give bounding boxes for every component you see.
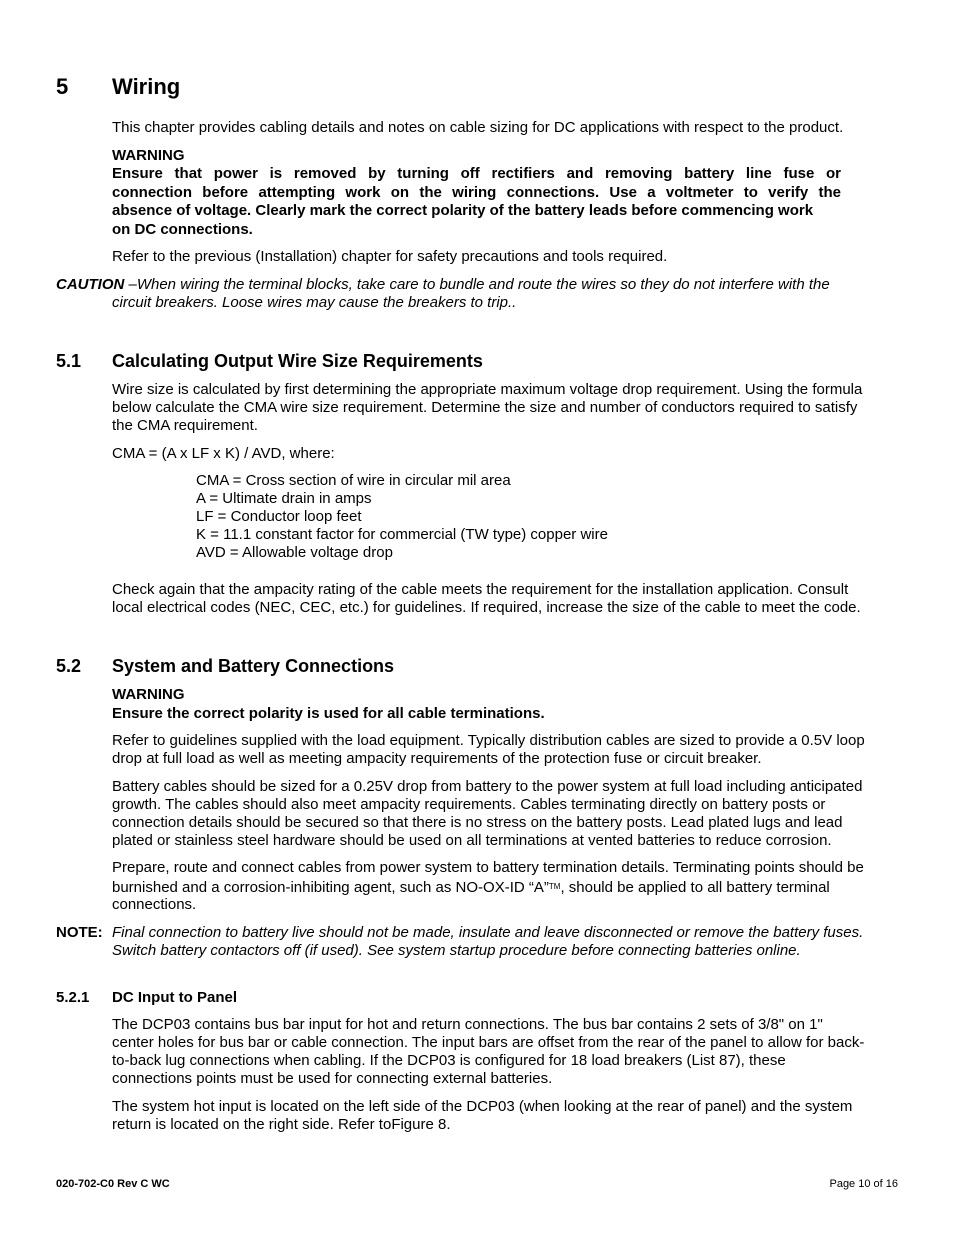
footer-doc-id: 020-702-C0 Rev C WC <box>56 1178 170 1190</box>
paragraph-line: below calculate the CMA wire size requirement. Determine the size and number of conductors required to satisfy <box>112 399 858 416</box>
caution-line-2: circuit breakers. Loose wires may cause the breakers to trip.. <box>112 294 517 311</box>
warning-label: WARNING <box>112 147 185 164</box>
warning-line: on DC connections. <box>112 221 253 238</box>
section-title: System and Battery Connections <box>112 656 395 676</box>
paragraph-line: plated or stainless steel hardware should be used on all terminations at vented batteries to reduce corrosion. <box>112 832 832 849</box>
paragraph-line: Battery cables should be sized for a 0.25V drop from battery to the power system at full load including anticipated <box>112 778 863 795</box>
chapter-title: Wiring <box>112 74 181 99</box>
text-segment: , should be applied to all battery terminal <box>560 879 830 896</box>
definition-item: K = 11.1 constant factor for commercial (TW type) copper wire <box>196 526 608 543</box>
paragraph-line <box>112 878 897 897</box>
paragraph-line: The DCP03 contains bus bar input for hot and return connections. The bus bar contains 2 sets of 3/8" on 1" <box>112 1016 823 1033</box>
footer-page-number: Page 10 of 16 <box>829 1178 898 1190</box>
chapter-number: 5 <box>56 74 69 99</box>
paragraph-line: return is located on the right side. Refer toFigure 8. <box>112 1116 451 1133</box>
caution-label: CAUTION <box>56 276 125 293</box>
paragraph-line: the CMA requirement. <box>112 417 258 434</box>
paragraph-line: growth. The cables should also meet ampacity requirements. Cables terminating directly on battery posts or <box>112 796 826 813</box>
formula-text: CMA = (A x LF x K) / AVD, where: <box>112 445 335 462</box>
note-label: NOTE: <box>56 924 103 941</box>
subsection-title: DC Input to Panel <box>112 989 237 1006</box>
refer-installation-text: Refer to the previous (Installation) chapter for safety precautions and tools required. <box>112 248 668 265</box>
warning-line: connection before attempting work on the wiring connections. Use a voltmeter to verify the <box>112 184 841 201</box>
text-segment: burnished and a corrosion-inhibiting agent, such as NO-OX-ID “A” <box>112 879 549 896</box>
definition-item: CMA = Cross section of wire in circular mil area <box>196 472 511 489</box>
section-number: 5.2 <box>56 656 82 676</box>
warning-line: Ensure that power is removed by turning off rectifiers and removing battery line fuse or <box>112 165 841 182</box>
definition-item: AVD = Allowable voltage drop <box>196 544 393 561</box>
section-number: 5.1 <box>56 351 82 371</box>
paragraph-line: Prepare, route and connect cables from power system to battery termination details. Terminating points should be <box>112 859 864 876</box>
warning-line: absence of voltage. Clearly mark the correct polarity of the battery leads before commencing work <box>112 202 814 219</box>
paragraph-line: Wire size is calculated by first determining the appropriate maximum voltage drop requirement. Using the formula <box>112 381 863 398</box>
definition-item: A = Ultimate drain in amps <box>196 490 372 507</box>
caution-text: –When wiring the terminal blocks, take care to bundle and route the wires so they do not interfere with the <box>124 276 830 293</box>
paragraph-line: center holes for bus bar or cable connection. The input bars are offset from the rear of the panel to allow for back- <box>112 1034 865 1051</box>
paragraph-line: connections points must be used for connecting external batteries. <box>112 1070 553 1087</box>
paragraph-line: The system hot input is located on the left side of the DCP03 (when looking at the rear of panel) and the system <box>112 1098 853 1115</box>
paragraph-line: local electrical codes (NEC, CEC, etc.) for guidelines. If required, increase the size of the cable to meet the code. <box>112 599 861 616</box>
warning-label: WARNING <box>112 686 185 703</box>
paragraph-line: drop at full load as well as meeting ampacity requirements of the protection fuse or circuit breaker. <box>112 750 762 767</box>
paragraph-line: Refer to guidelines supplied with the load equipment. Typically distribution cables are sized to provide a 0.5V loop <box>112 732 865 749</box>
trademark-mark: TM <box>548 882 561 891</box>
paragraph-line: connections. <box>112 896 197 913</box>
definition-item: LF = Conductor loop feet <box>196 508 362 525</box>
warning-text: Ensure the correct polarity is used for all cable terminations. <box>112 705 545 722</box>
intro-paragraph: This chapter provides cabling details and notes on cable sizing for DC applications with respect to the product. <box>112 119 844 136</box>
subsection-number: 5.2.1 <box>56 989 90 1006</box>
section-title: Calculating Output Wire Size Requirements <box>112 351 483 371</box>
note-line: Final connection to battery live should not be made, insulate and leave disconnected or remove the battery fuses. <box>112 924 864 941</box>
caution-line <box>56 276 898 294</box>
paragraph-line: connection details should be secured so that there is no stress on the battery posts. Lead plated lugs and lead <box>112 814 843 831</box>
note-line: Switch battery contactors off (if used). See system startup procedure before connecting batteries online. <box>112 942 801 959</box>
paragraph-line: to-back lug connections when cabling. If the DCP03 is configured for 18 load breakers (List 87), these <box>112 1052 786 1069</box>
paragraph-line: Check again that the ampacity rating of the cable meets the requirement for the installation application. Consult <box>112 581 849 598</box>
